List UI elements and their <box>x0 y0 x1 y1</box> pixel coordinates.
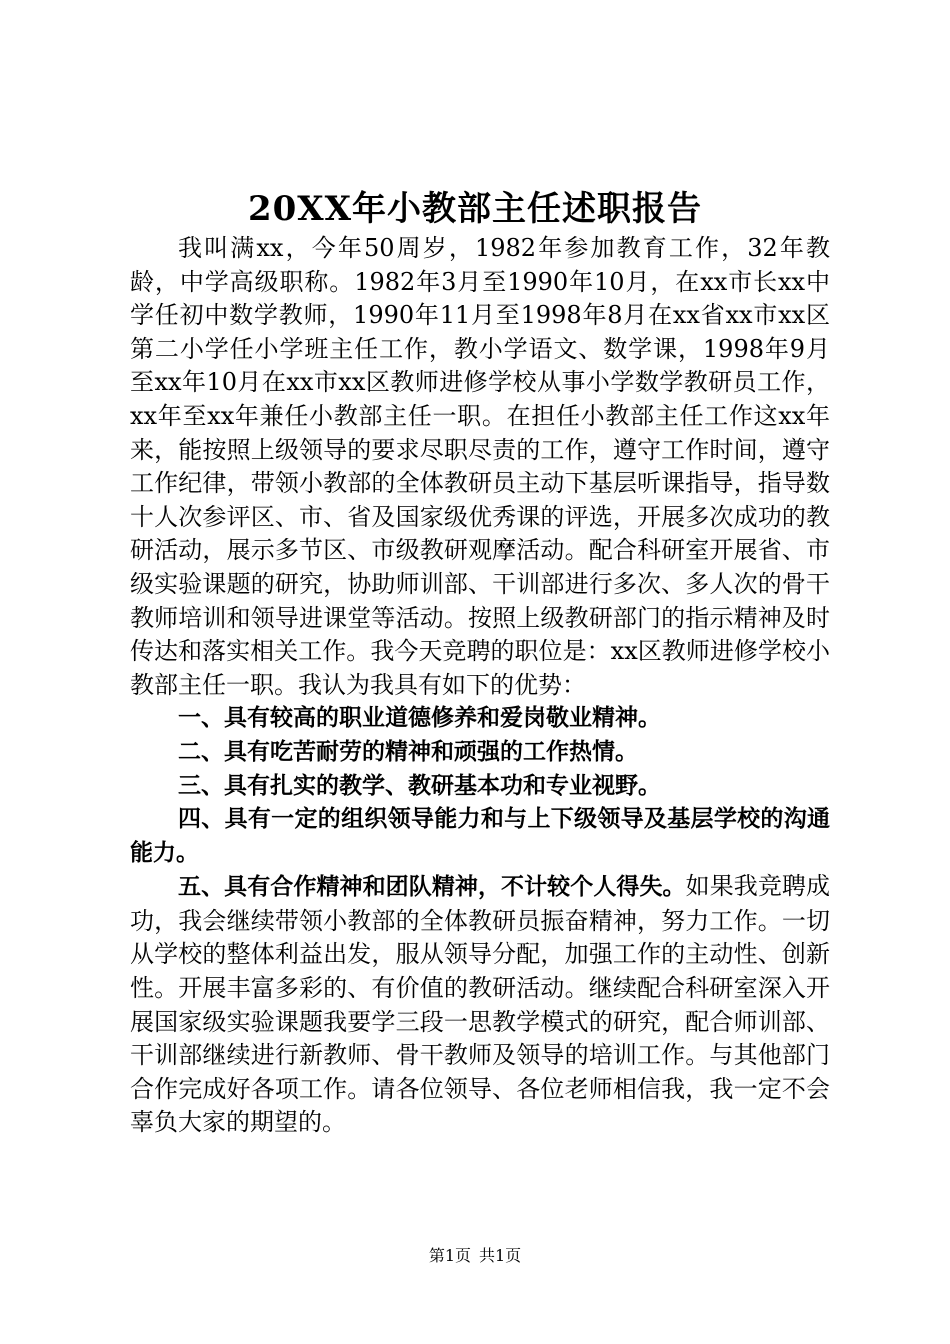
page-number: 第1页 <box>428 1246 471 1265</box>
closing-paragraph <box>130 870 830 1140</box>
closing-paragraph-text: 如果我竞聘成功，我会继续带领小教部的全体教研员振奋精神，努力工作。一切从学校的整体利益出发，服从领导分配，加强工作的主动性、创新性。开展丰富多彩的、有价值的教研活动。继续配合科研室深入开展国家级实验课题我要学三段一思教学模式的研究，配合师训部、干训部继续进行新教师、骨干教师及领导的培训工作。与其他部门合作完成好各项工作。请各位领导、各位老师相信我，我一定不会辜负大家的期望的。 <box>130 872 831 1137</box>
intro-paragraph: 我叫满xx，今年50周岁，1982年参加教育工作，32年教龄，中学高级职称。1982年3月至1990年10月，在xx市长xx中学任初中数学教师，1990年11月至1998年8月在xx省xx市xx区第二小学任小学班主任工作，教小学语文、数学课，1998年9月至xx年10月在xx市xx区教师进修学校从事小学数学教研员工作，xx年至xx年兼任小教部主任一职。在担任小教部主任工作这xx年来，能按照上级领导的要求尽职尽责的工作，遵守工作时间，遵守工作纪律，带领小教部的全体教研员主动下基层听课指导，指导数十人次参评区、市、省及国家级优秀课的评选，开展多次成功的教研活动，展示多节区、市级教研观摩活动。配合科研室开展省、市级实验课题的研究，协助师训部、干训部进行多次、多人次的骨干教师培训和领导进课堂等活动。按照上级教研部门的指示精神及时传达和落实相关工作。我今天竞聘的职位是：xx区教师进修学校小教部主任一职。我认为我具有如下的优势： <box>130 234 830 699</box>
page-total: 共1页 <box>479 1246 522 1265</box>
advantage-item-5: 五、具有合作精神和团队精神，不计较个人得失。 <box>178 874 686 901</box>
document-body <box>130 232 830 1140</box>
page-footer <box>0 1246 950 1266</box>
advantage-item-3: 三、具有扎实的教学、教研基本功和专业视野。 <box>178 772 661 799</box>
document-title: 20XX年小教部主任述职报告 <box>247 189 703 229</box>
advantage-item-1: 一、具有较高的职业道德修养和爱岗敬业精神。 <box>178 705 661 732</box>
advantage-item-2: 二、具有吃苦耐劳的精神和顽强的工作热情。 <box>178 738 638 765</box>
advantage-item-4: 四、具有一定的组织领导能力和与上下级领导及基层学校的沟通能力。 <box>130 806 830 866</box>
